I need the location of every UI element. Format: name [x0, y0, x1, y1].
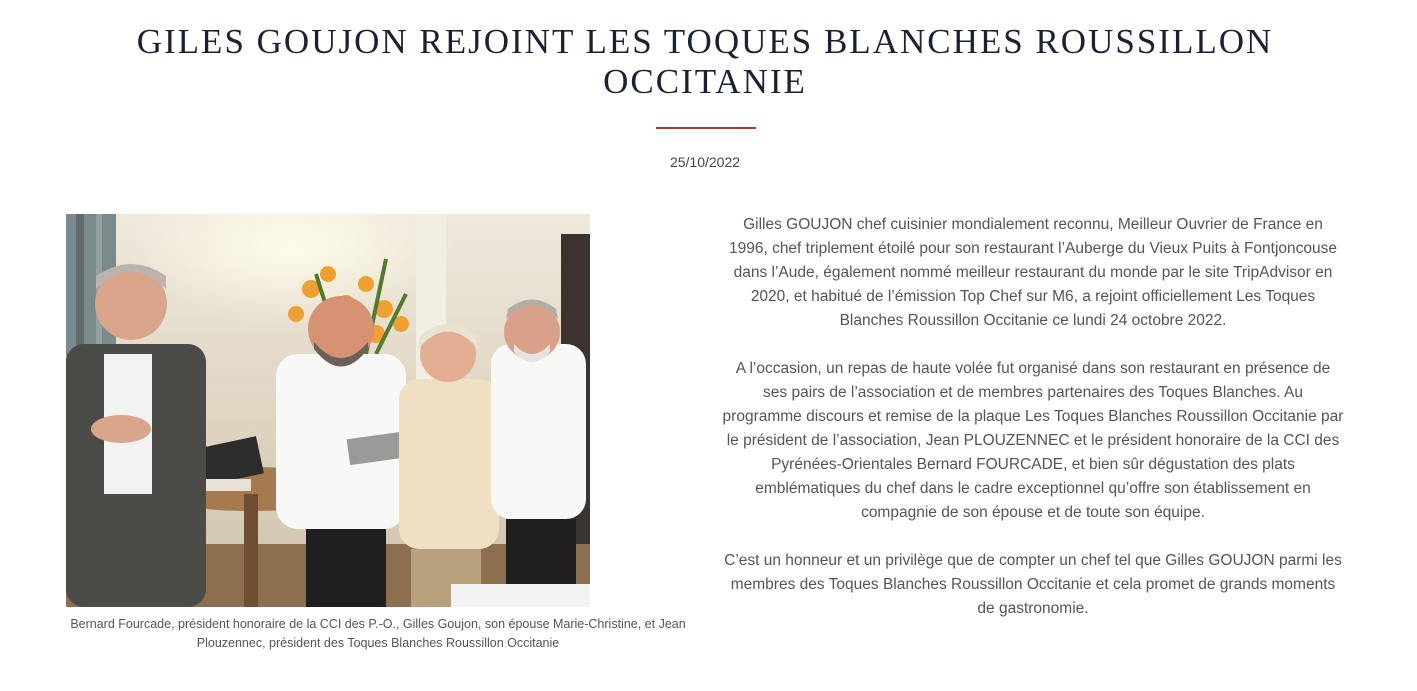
photo-caption: Bernard Fourcade, président honoraire de la CCI des P.-O., Gilles Goujon, son épouse Marie-Christine, et Jean Plouzennec, président des Toques Blanches Roussillon Occitanie: [70, 617, 686, 650]
article-body: [722, 213, 1344, 645]
title-divider: [656, 127, 756, 129]
article-title: GILES GOUJON REJOINT LES TOQUES BLANCHES ROUSSILLON OCCITANIE: [136, 22, 1274, 101]
paragraph: A l’occasion, un repas de haute volée fut organisé dans son restaurant en présence de ses pairs de l’association et de membres partenaires des Toques Blanches. Au programme discours et remise de la plaque Les Toques Blanches Roussillon Occitanie par le président de l’association, Jean PLOUZENNEC et le président honoraire de la CCI des Pyrénées-Orientales Bernard FOURCADE, et bien sûr dégustation des plats emblématiques du chef dans le cadre exceptionnel qu’offre son établissement en compagnie de son épouse et de toute son équipe.: [722, 360, 1344, 521]
article-photo: [66, 214, 590, 607]
paragraph: Gilles GOUJON chef cuisinier mondialement reconnu, Meilleur Ouvrier de France en 1996, chef triplement étoilé pour son restaurant l’Auberge du Vieux Puits à Fontjoncouse dans l’Aude, également nommé meilleur restaurant du monde par le site TripAdvisor en 2020, et habitué de l’émission Top Chef sur M6, a rejoint officiellement Les Toques Blanches Roussillon Occitanie ce lundi 24 octobre 2022.: [728, 216, 1338, 329]
article-date: 25/10/2022: [669, 154, 741, 170]
paragraph: C’est un honneur et un privilège que de compter un chef tel que Gilles GOUJON parmi les membres des Toques Blanches Roussillon Occitanie et cela promet de grands moments de gastronomie.: [724, 552, 1342, 617]
